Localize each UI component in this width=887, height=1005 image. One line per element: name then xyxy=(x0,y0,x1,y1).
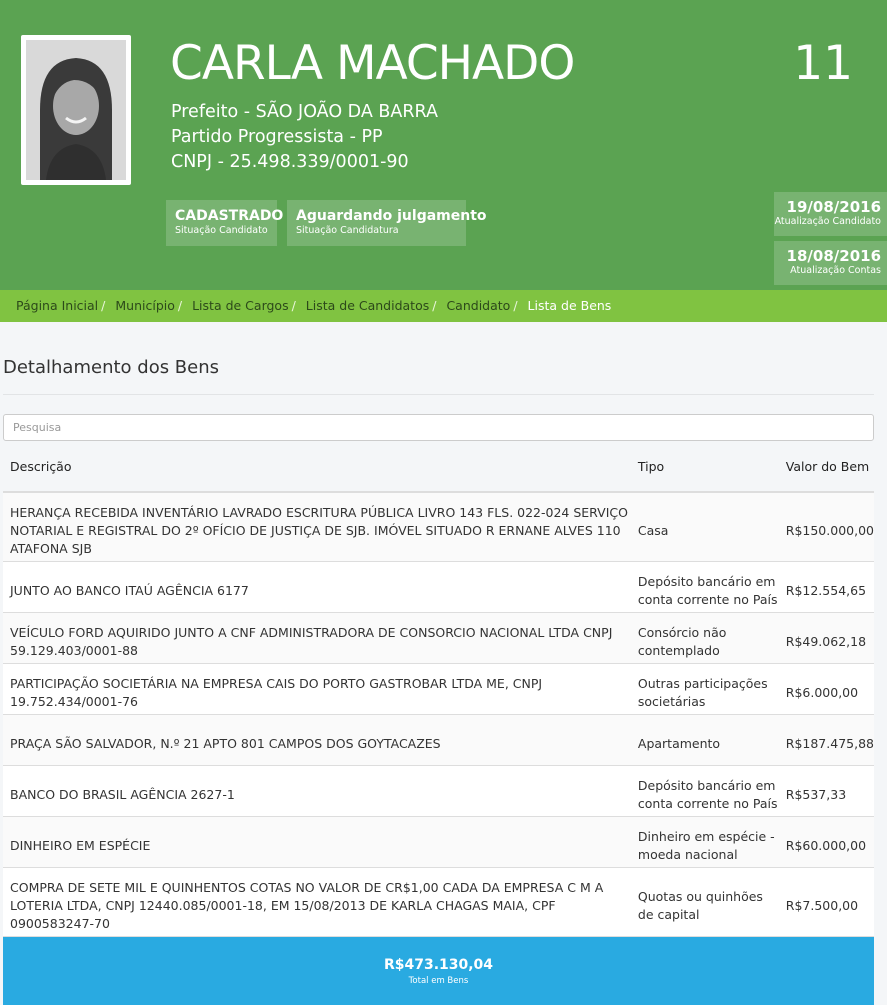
table-row xyxy=(3,714,874,765)
breadcrumb-candidate[interactable]: Candidato xyxy=(446,298,511,313)
asset-type: Outras participações societárias xyxy=(631,663,779,714)
breadcrumb-assets: Lista de Bens xyxy=(527,298,612,313)
asset-value: R$537,33 xyxy=(779,765,874,816)
asset-value: R$60.000,00 xyxy=(779,816,874,867)
accounts-update-box xyxy=(774,241,887,285)
table-row xyxy=(3,867,874,936)
candidacy-status-badge xyxy=(287,200,487,246)
asset-type: Casa xyxy=(631,492,779,561)
candidate-portrait-image xyxy=(26,40,126,180)
breadcrumb-candidates[interactable]: Lista de Candidatos xyxy=(305,298,430,313)
asset-description: COMPRA DE SETE MIL E QUINHENTOS COTAS NO VALOR DE CR$1,00 CADA DA EMPRESA C M A LOTERIA LTDA, CNPJ 12440.085/0001-18, EM 15/08/2013 DE KARLA CHAGAS MAIA, CPF 0900583247-70 xyxy=(3,867,631,936)
search-input[interactable] xyxy=(3,414,874,441)
asset-description: PRAÇA SÃO SALVADOR, N.º 21 APTO 801 CAMPOS DOS GOYTACAZES xyxy=(3,714,631,765)
candidate-party: Partido Progressista - PP xyxy=(171,127,383,147)
total-assets-box xyxy=(3,937,874,1005)
asset-value: R$187.475,88 xyxy=(779,714,874,765)
breadcrumb-municipality[interactable]: Município xyxy=(115,298,175,313)
asset-description: BANCO DO BRASIL AGÊNCIA 2627-1 xyxy=(3,765,631,816)
column-header-type[interactable]: Tipo xyxy=(631,441,779,492)
total-assets-value: R$473.130,04 xyxy=(383,957,494,973)
candidate-name: CARLA MACHADO xyxy=(170,36,575,91)
candidate-status-value: CADASTRADO xyxy=(175,208,284,224)
table-row xyxy=(3,492,874,561)
asset-value: R$6.000,00 xyxy=(779,663,874,714)
asset-type: Dinheiro em espécie - moeda nacional xyxy=(631,816,779,867)
candidate-cnpj: CNPJ - 25.498.339/0001-90 xyxy=(171,152,409,172)
candidate-update-date: 19/08/2016 xyxy=(786,198,881,216)
asset-type: Depósito bancário em conta corrente no País xyxy=(631,561,779,612)
candidacy-status-label: Situação Candidatura xyxy=(296,225,399,236)
accounts-update-date: 18/08/2016 xyxy=(786,247,881,265)
candidate-info xyxy=(171,100,438,175)
asset-value: R$150.000,00 xyxy=(779,492,874,561)
candidate-number: 11 xyxy=(793,36,853,91)
asset-type: Depósito bancário em conta corrente no País xyxy=(631,765,779,816)
total-assets-label: Total em Bens xyxy=(408,976,469,986)
asset-type: Apartamento xyxy=(631,714,779,765)
asset-type: Quotas ou quinhões de capital xyxy=(631,867,779,936)
candidacy-status-value: Aguardando julgamento xyxy=(296,208,487,224)
column-header-description[interactable]: Descrição xyxy=(3,441,631,492)
breadcrumb-home[interactable]: Página Inicial xyxy=(16,298,99,313)
assets-table xyxy=(3,441,874,937)
asset-description: HERANÇA RECEBIDA INVENTÁRIO LAVRADO ESCRITURA PÚBLICA LIVRO 143 FLS. 022-024 SERVIÇO NOTARIAL E REGISTRAL DO 2º OFÍCIO DE JUSTIÇA DE SJB. IMÓVEL SITUADO R ERNANE ALVES 110 ATAFONA SJB xyxy=(3,492,631,561)
breadcrumb-offices[interactable]: Lista de Cargos xyxy=(192,298,289,313)
asset-value: R$12.554,65 xyxy=(779,561,874,612)
asset-value: R$49.062,18 xyxy=(779,612,874,663)
table-header-row xyxy=(3,441,874,492)
asset-value: R$7.500,00 xyxy=(779,867,874,936)
candidate-photo xyxy=(21,35,131,185)
asset-description: VEÍCULO FORD AQUIRIDO JUNTO A CNF ADMINISTRADORA DE CONSORCIO NACIONAL LTDA CNPJ 59.129.403/0001-88 xyxy=(3,612,631,663)
asset-type: Consórcio não contemplado xyxy=(631,612,779,663)
table-row xyxy=(3,816,874,867)
accounts-update-label: Atualização Contas xyxy=(790,265,881,276)
table-row xyxy=(3,612,874,663)
table-row xyxy=(3,663,874,714)
breadcrumb: Página Inicial / Município / Lista de Cargos / Lista de Candidatos / Candidato / Lista de Bens xyxy=(0,290,887,322)
asset-description: DINHEIRO EM ESPÉCIE xyxy=(3,816,631,867)
candidate-status-label: Situação Candidato xyxy=(175,225,268,236)
table-row xyxy=(3,765,874,816)
candidate-update-box xyxy=(774,192,887,236)
section-title: Detalhamento dos Bens xyxy=(3,357,220,378)
asset-description: PARTICIPAÇÃO SOCIETÁRIA NA EMPRESA CAIS DO PORTO GASTROBAR LTDA ME, CNPJ 19.752.434/0001-76 xyxy=(3,663,631,714)
candidate-update-label: Atualização Candidato xyxy=(774,216,881,227)
candidate-office: Prefeito - SÃO JOÃO DA BARRA xyxy=(171,102,438,122)
table-row xyxy=(3,561,874,612)
candidate-status-badge xyxy=(166,200,284,246)
section-divider xyxy=(3,394,874,395)
asset-description: JUNTO AO BANCO ITAÚ AGÊNCIA 6177 xyxy=(3,561,631,612)
candidate-header xyxy=(0,0,887,290)
column-header-value[interactable]: Valor do Bem xyxy=(779,441,874,492)
